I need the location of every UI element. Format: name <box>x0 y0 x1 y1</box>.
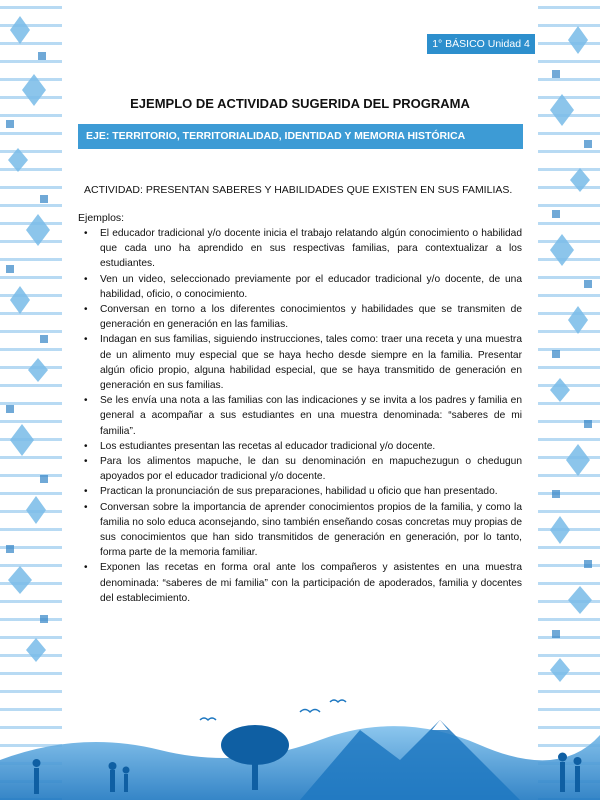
list-item <box>84 454 522 484</box>
snow-cap-icon <box>432 720 448 730</box>
list-item <box>84 272 522 302</box>
eje-heading-bar: EJE: TERRITORIO, TERRITORIALIDAD, IDENTIDAD Y MEMORIA HISTÓRICA <box>78 124 523 149</box>
list-item <box>84 500 522 561</box>
left-decorative-border <box>0 0 62 800</box>
page-title: EJEMPLO DE ACTIVIDAD SUGERIDA DEL PROGRAMA <box>130 96 470 111</box>
grade-unit-badge: 1° BÁSICO Unidad 4 <box>427 34 535 54</box>
examples-list <box>84 226 522 606</box>
bullet-icon: • <box>84 440 88 452</box>
list-item <box>84 226 522 272</box>
list-item <box>84 332 522 393</box>
bullet-icon: • <box>84 562 88 574</box>
list-item-text: Conversan sobre la importancia de aprender conocimientos propios de la familia, y como la familia no solo educa aconsejando, sino también enseñando cosas concretas muy propias de sus conocimientos que han sido transmitidos de generación en generación, por lo tanto, forma parte de la memoria familiar. <box>100 501 522 559</box>
hills-icon <box>0 726 600 800</box>
list-item-text: Exponen las recetas en forma oral ante los compañeros y asistentes en una muestra denominada: “saberes de mi familia” con la participación de apoderados, familia y docentes del establecimiento. <box>100 562 522 604</box>
bullet-icon: • <box>84 304 88 316</box>
list-item-text: Practican la pronunciación de sus preparaciones, habilidad u oficio que han presentado. <box>100 486 498 498</box>
list-item <box>84 439 522 454</box>
list-item-text: Indagan en sus familias, siguiendo instrucciones, tales como: traer una receta y una muestra de un alimento muy especial que se haya hecho desde siempre en la familia. Presentar algún oficio propio, alguna habilidad especial, que se haya transmitido de generación en generación en sus familias. <box>100 334 522 392</box>
right-ornament-pattern-icon <box>538 0 600 800</box>
list-item <box>84 302 522 332</box>
bullet-icon: • <box>84 228 88 239</box>
bullet-icon: • <box>84 456 88 468</box>
list-item-text: Para los alimentos mapuche, le dan su denominación en mapuchezugun o chedugun apoyados por el educador tradicional y/o docente. <box>100 456 522 483</box>
bullet-icon: • <box>84 501 88 513</box>
bullet-icon: • <box>84 486 88 498</box>
bullet-icon: • <box>84 273 88 285</box>
list-item <box>84 484 522 499</box>
right-decorative-border <box>538 0 600 800</box>
list-item-text: Conversan en torno a los diferentes conocimientos y habilidades que se transmiten de generación en generación en las familias. <box>100 304 522 331</box>
list-item <box>84 393 522 439</box>
examples-label: Ejemplos: <box>78 212 125 224</box>
list-item-text: El educador tradicional y/o docente inicia el trabajo relatando algún conocimiento o habilidad que cada uno ha aprendido en sus respectivas familias, para contextualizar a los estudiantes. <box>100 228 522 270</box>
list-item-text: Los estudiantes presentan las recetas al educador tradicional y/o docente. <box>100 440 436 452</box>
list-item <box>84 560 522 606</box>
list-item-text: Ven un video, seleccionado previamente por el educador tradicional y/o docente, de una habilidad, oficio, o conocimiento. <box>100 273 522 300</box>
left-ornament-pattern-icon <box>0 0 62 800</box>
list-item-text: Se les envía una nota a las familias con las indicaciones y se invita a los padres y familia en general a acompañar a sus estudiantes en una muestra denominada: “saberes de mi familia”. <box>100 395 522 437</box>
birds-icon <box>200 700 346 720</box>
bullet-icon: • <box>84 334 88 346</box>
bullet-icon: • <box>84 395 88 407</box>
activity-heading: ACTIVIDAD: PRESENTAN SABERES Y HABILIDADES QUE EXISTEN EN SUS FAMILIAS. <box>84 184 513 196</box>
bottom-landscape-illustration <box>0 690 600 800</box>
